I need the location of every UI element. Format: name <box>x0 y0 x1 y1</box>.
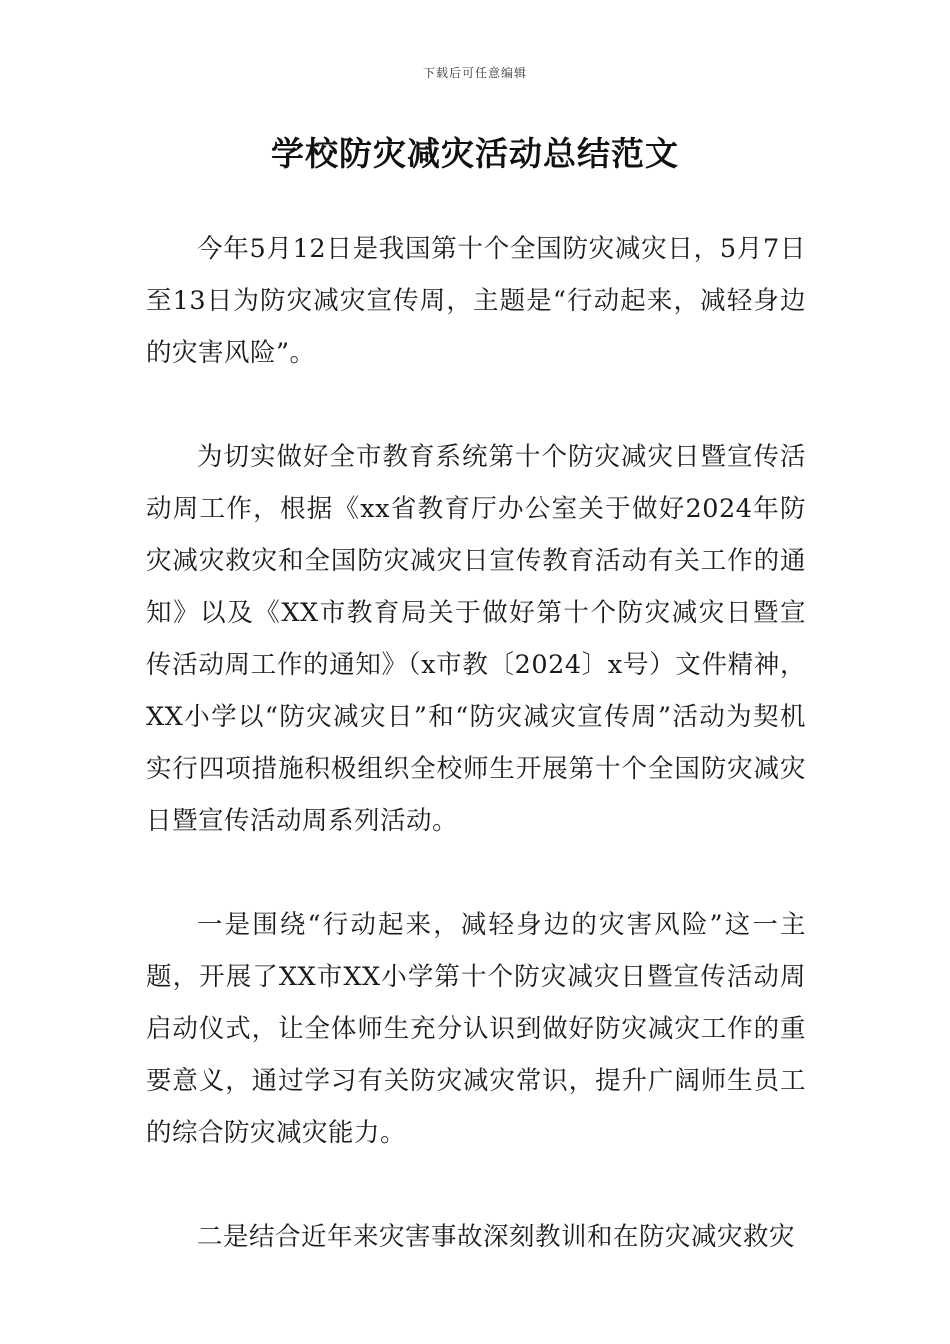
paragraph-measure-one: 一是围绕“行动起来，减轻身边的灾害风险”这一主题，开展了XX市XX小学第十个防灾减灾日暨宣传活动周启动仪式，让全体师生充分认识到做好防灾减灾工作的重要意义，通过学习有关防灾减灾常识，提升广阔师生员工的综合防灾减灾能力。 <box>146 910 806 1148</box>
paragraph-intro: 今年5月12日是我国第十个全国防灾减灾日，5月7日至13日为防灾减灾宣传周，主题是“行动起来，减轻身边的灾害风险”。 <box>146 234 806 368</box>
paragraph-background: 为切实做好全市教育系统第十个防灾减灾日暨宣传活动周工作，根据《xx省教育厅办公室关于做好2024年防灾减灾救灾和全国防灾减灾日宣传教育活动有关工作的通知》以及《XX市教育局关于做好第十个防灾减灾日暨宣传活动周工作的通知》（x市教〔2024〕x号）文件精神，XX小学以“防灾减灾日”和“防灾减灾宣传周”活动为契机实行四项措施积极组织全校师生开展第十个全国防灾减灾日暨宣传活动周系列活动。 <box>146 442 806 836</box>
paragraph-measure-two: 二是结合近年来灾害事故深刻教训和在防灾减灾救灾 <box>197 1222 796 1252</box>
document-title: 学校防灾减灾活动总结范文 <box>271 134 679 173</box>
header-note: 下载后可任意编辑 <box>422 66 527 80</box>
document-body <box>146 223 806 1315</box>
